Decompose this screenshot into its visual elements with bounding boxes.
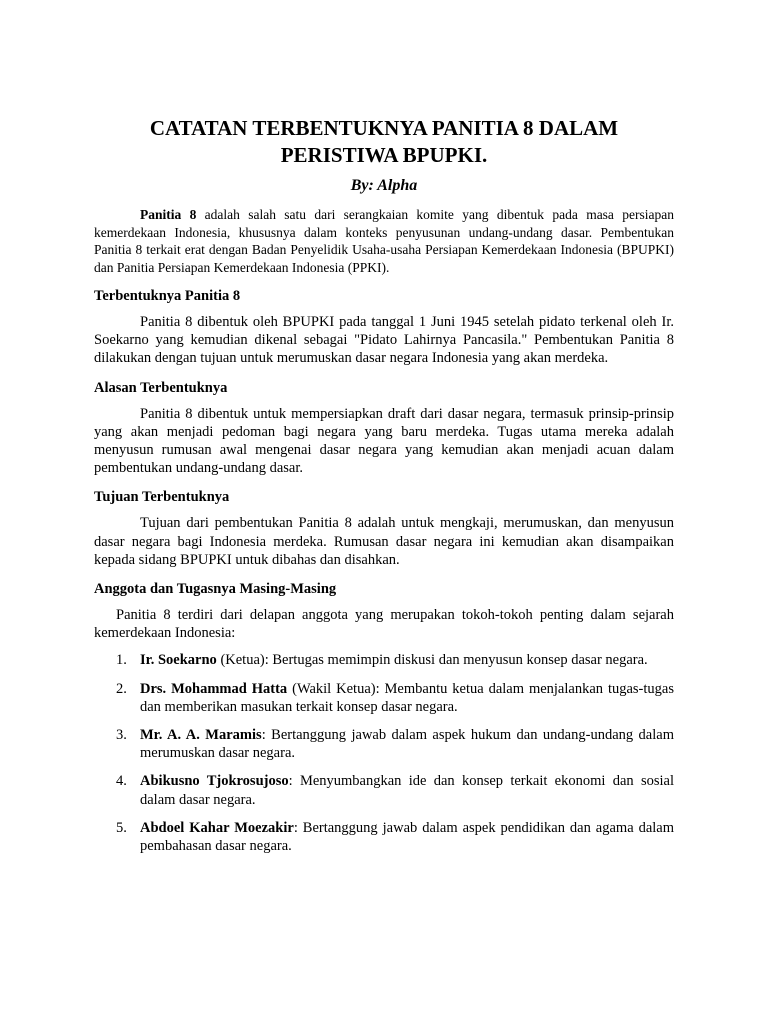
member-name: Ir. Soekarno — [140, 652, 217, 669]
member-description: (Wakil Ketua): Membantu ketua dalam menjalankan tugas-tugas dan memberikan masukan terkait konsep dasar negara. — [140, 680, 674, 715]
list-item-number: 3. — [116, 727, 127, 744]
list-item-number: 4. — [116, 773, 127, 790]
intro-text: adalah salah satu dari serangkaian komite yang dibentuk pada masa persiapan kemerdekaan Indonesia, khususnya dalam konteks penyusunan undang-undang dasar. Pembentukan Panitia 8 terkait erat dengan Badan Penyelidik Usaha-usaha Persiapan Kemerdekaan Indonesia (BPUPKI) dan Panitia Persiapan Kemerdekaan Indonesia (PPKI). — [94, 207, 674, 275]
list-item — [94, 726, 674, 762]
document-title: CATATAN TERBENTUKNYA PANITIA 8 DALAM PERISTIWA BPUPKI. — [149, 116, 619, 167]
list-item — [94, 819, 674, 855]
author-byline: By: Alpha — [350, 177, 418, 194]
intro-paragraph — [94, 206, 674, 276]
document-body — [94, 115, 674, 865]
section-heading-alasan: Alasan Terbentuknya — [94, 379, 228, 396]
member-name: Mr. A. A. Maramis — [140, 727, 262, 744]
section-text-tujuan: Tujuan dari pembentukan Panitia 8 adalah untuk mengkaji, merumuskan, dan menyusun dasar negara bagi Indonesia merdeka. Rumusan dasar negara ini kemudian akan disampaikan kepada sidang BPUPKI untuk dibahas dan disahkan. — [94, 515, 674, 568]
member-description: : Menyumbangkan ide dan konsep terkait ekonomi dan sosial dalam dasar negara. — [140, 773, 674, 808]
member-name: Drs. Mohammad Hatta — [140, 680, 288, 697]
list-item — [94, 772, 674, 808]
member-list — [94, 651, 674, 855]
member-description: : Bertanggung jawab dalam aspek hukum dan undang-undang dalam merumuskan dasar negara. — [140, 727, 674, 762]
member-description: : Bertanggung jawab dalam aspek pendidikan dan agama dalam pembahasan dasar negara. — [140, 819, 674, 855]
section-heading-terbentuknya: Terbentuknya Panitia 8 — [94, 288, 241, 304]
list-item — [94, 651, 674, 669]
member-name: Abikusno Tjokrosujoso — [140, 773, 289, 790]
section-text-alasan: Panitia 8 dibentuk untuk mempersiapkan draft dari dasar negara, termasuk prinsip-prinsip yang akan menjadi pedoman bagi negara yang baru merdeka. Tugas utama mereka adalah menyusun rumusan awal mengenai dasar negara yang kemudian akan menjadi acuan dalam pembentukan undang-undang dasar. — [94, 405, 674, 477]
list-item — [94, 680, 674, 716]
section-heading-tujuan: Tujuan Terbentuknya — [94, 489, 230, 506]
intro-bold-term: Panitia 8 — [140, 207, 197, 222]
section-text-anggota: Panitia 8 terdiri dari delapan anggota yang merupakan tokoh-tokoh penting dalam sejarah kemerdekaan Indonesia: — [94, 607, 674, 642]
list-item-number: 2. — [116, 680, 127, 697]
section-heading-anggota: Anggota dan Tugasnya Masing-Masing — [94, 581, 337, 598]
section-text-terbentuknya: Panitia 8 dibentuk oleh BPUPKI pada tanggal 1 Juni 1945 setelah pidato terkenal oleh Ir. Soekarno yang kemudian dikenal sebagai "Pidato Lahirnya Pancasila." Pembentukan Panitia 8 dilakukan dengan tujuan untuk merumuskan dasar negara Indonesia yang akan merdeka. — [94, 314, 674, 367]
member-name: Abdoel Kahar Moezakir — [140, 819, 294, 836]
member-description: (Ketua): Bertugas memimpin diskusi dan menyusun konsep dasar negara. — [216, 652, 648, 669]
list-item-number: 5. — [116, 819, 127, 836]
list-item-number: 1. — [116, 652, 127, 669]
